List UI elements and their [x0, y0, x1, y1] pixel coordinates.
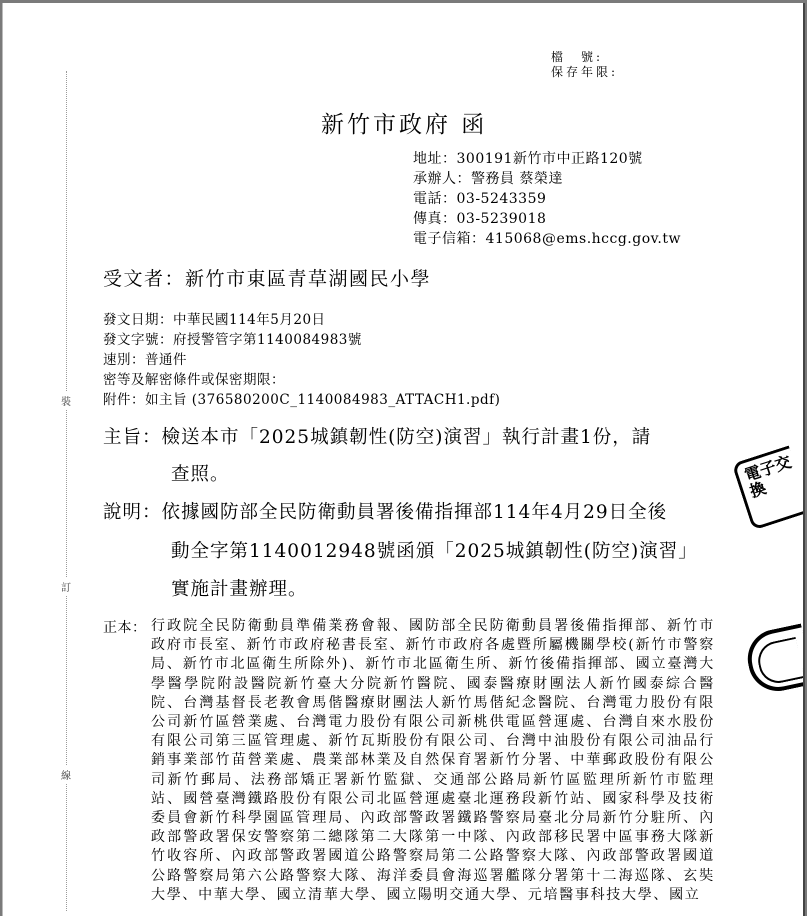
binding-mark-xian: 線	[61, 765, 71, 784]
contact-phone: 電話：03-5243359	[413, 191, 547, 207]
retention-period-label: 保存年限:	[551, 65, 619, 79]
electronic-exchange-stamp: 電子交換	[732, 445, 803, 530]
contact-email: 電子信箱：415068@ems.hccg.gov.tw	[413, 231, 681, 247]
copies-recipients: 行政院全民防衛動員準備業務會報、國防部全民防衛動員署後備指揮部、新竹市政府市長室、新竹市政府秘書長室、新竹市政府各處暨所屬機關學校(新竹市警察局、新竹市北區衛生所除外)、新竹市北區衛生所、新竹後備指揮部、國立臺灣大學醫學院附設醫院新竹臺大分院新竹醫院、國泰醫療財團法人新竹國泰綜合醫院、台灣基督長老教會馬偕醫療財團法人新竹馬偕紀念醫院、台灣電力股份有限公司新竹區營業處、台灣電力股份有限公司新桃供電區營運處、台灣自來水股份有限公司第三區管理處、新竹瓦斯股份有限公司、台灣中油股份有限公司油品行銷事業部竹苗營業處、農業部林業及自然保育署新竹分署、中華郵政股份有限公司新竹郵局、法務部矯正署新竹監獄、交通部公路局新竹區監理所新竹市監理站、國營臺灣鐵路股份有限公司北區營運處臺北運務段新竹站、國家科學及技術委員會新竹科學園區管理局、內政部警政署鐵路警察局臺北分局新竹分駐所、內政部警政署保安警察第二總隊第二大隊第一中隊、內政部移民署中區事務大隊新竹收容所、內政部警政署國道公路警察局第二公路警察大隊、內政部警政署國道公路警察局第六公路警察大隊、海洋委員會海巡署艦隊分署第十二海巡隊、玄奘大學、中華大學、國立清華大學、國立陽明交通大學、元培醫事科技大學、國立	[151, 618, 715, 903]
binding-line	[66, 71, 67, 911]
explanation-line-1: 說明：依據國防部全民防衛動員署後備指揮部114年4月29日全後	[103, 502, 668, 523]
contact-handler: 承辦人：警務員 蔡榮達	[413, 171, 563, 187]
file-number-label: 檔 號:	[551, 50, 604, 64]
subject-line-1: 主旨：檢送本市「2025城鎮韌性(防空)演習」執行計畫1份，請	[103, 427, 652, 448]
document-page	[3, 3, 803, 916]
secrecy-level: 密等及解密條件或保密期限：	[103, 372, 285, 388]
subject-line-2: 查照。	[171, 464, 230, 485]
issue-date: 發文日期：中華民國114年5月20日	[103, 312, 326, 328]
recipient: 受文者：新竹市東區青草湖國民小學	[103, 268, 432, 290]
delivery-speed: 速別：普通件	[103, 352, 187, 368]
explanation-line-3: 實施計畫辦理。	[171, 579, 308, 600]
attachment: 附件：如主旨 (376580200C_1140084983_ATTACH1.pdf)	[103, 392, 501, 408]
document-number: 發文字號：府授警管字第1140084983號	[103, 332, 362, 348]
binding-mark-ding: 訂	[61, 577, 71, 596]
document-title: 新竹市政府 函	[321, 112, 488, 138]
contact-address: 地址：300191新竹市中正路120號	[413, 151, 643, 167]
explanation-line-2: 動全字第1140012948號函頒「2025城鎮韌性(防空)演習」	[171, 541, 698, 562]
contact-fax: 傳真：03-5239018	[413, 211, 547, 227]
binding-mark-zhuang: 裝	[61, 391, 71, 410]
official-seal	[742, 623, 803, 696]
copies-label: 正本：	[103, 620, 147, 636]
